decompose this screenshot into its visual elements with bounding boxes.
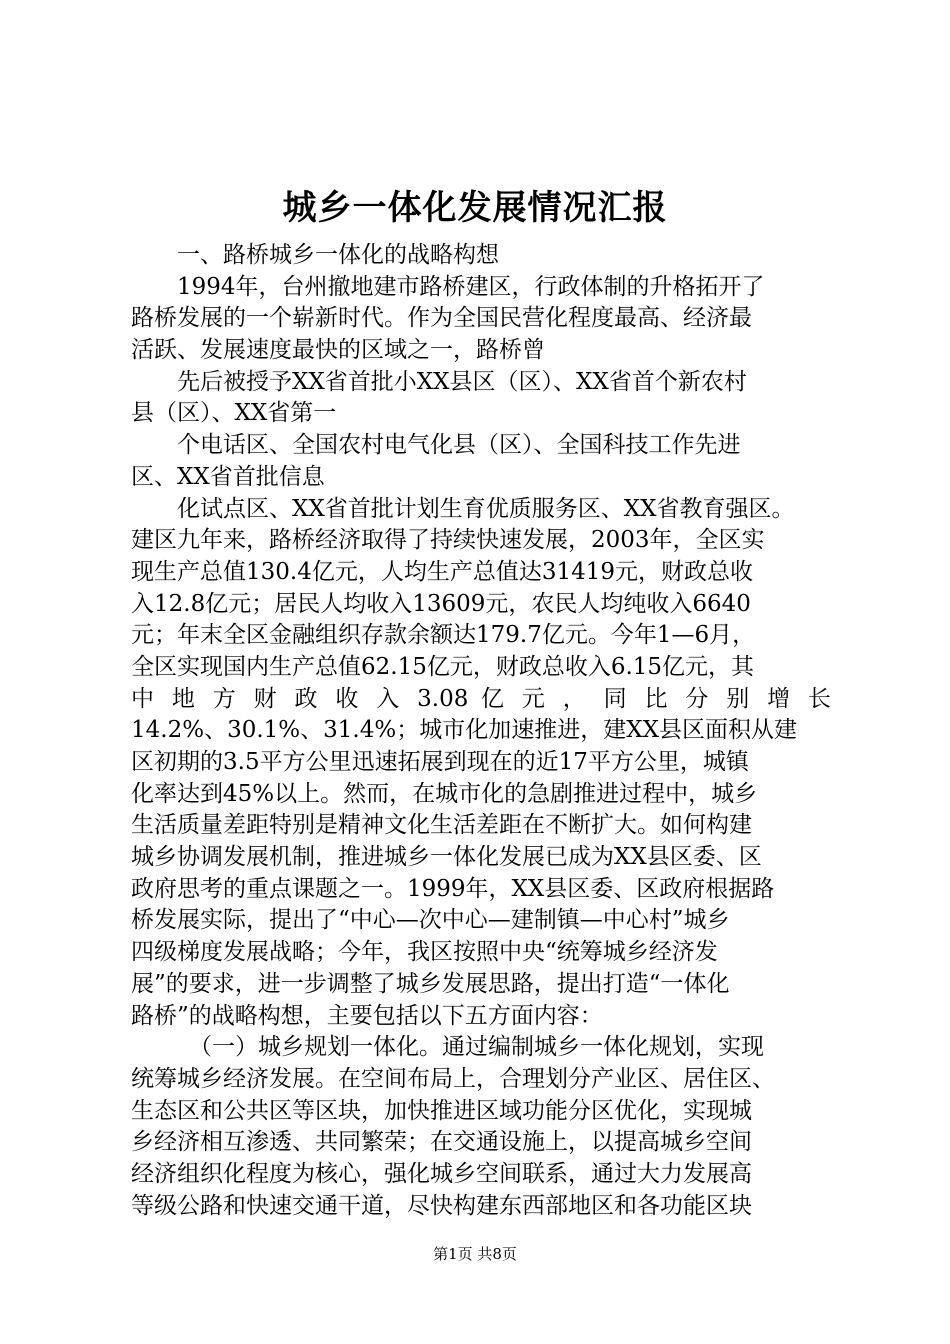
paragraph-line: 化试点区、XX省首批计划生育优质服务区、XX省教育强区。 xyxy=(177,495,795,522)
paragraph-line: 区初期的3.5平方公里迅速拓展到现在的近17平方公里，城镇 xyxy=(131,749,749,775)
paragraph-line: 区、XX省首批信息 xyxy=(131,463,325,490)
paragraph-line: 经济组织化程度为核心，强化城乡空间联系，通过大力发展高 xyxy=(131,1160,752,1187)
paragraph-line: 县（区）、XX省第一 xyxy=(131,400,337,427)
paragraph-line: 生活质量差距特别是精神文化生活差距在不断扩大。如何构建 xyxy=(131,812,752,839)
paragraph-line: 现生产总值130.4亿元，人均生产总值达31419元，财政总收 xyxy=(131,558,754,585)
subsection-line: （一）城乡规划一体化。通过编制城乡一体化规划，实现 xyxy=(189,1034,764,1061)
paragraph-line: 桥发展实际，提出了“中心—次中心—建制镇—中心村”城乡 xyxy=(131,907,730,934)
paragraph-line: 乡经济相互渗透、共同繁荣；在交通设施上，以提高城乡空间 xyxy=(131,1129,752,1156)
paragraph-line: 元；年末全区金融组织存款余额达179.7亿元。今年1—6月， xyxy=(131,622,756,649)
section-heading: 一、路桥城乡一体化的战略构想 xyxy=(177,242,499,268)
paragraph-line: 活跃、发展速度最快的区域之一，路桥曾 xyxy=(131,337,545,364)
paragraph-line: 四级梯度发展战略；今年，我区按照中央“统筹城乡经济发 xyxy=(131,939,718,966)
paragraph-line: 个电话区、全国农村电气化县（区）、全国科技工作先进 xyxy=(177,432,741,459)
paragraph-line: 先后被授予XX省首批小XX县区（区）、XX省首个新农村 xyxy=(177,368,747,395)
paragraph-line: 城乡协调发展机制，推进城乡一体化发展已成为XX县区委、区 xyxy=(131,844,762,871)
paragraph-line: 路桥发展的一个崭新时代。作为全国民营化程度最高、经济最 xyxy=(131,305,752,332)
paragraph-line: 等级公路和快速交通干道，尽快构建东西部地区和各功能区块 xyxy=(131,1192,752,1219)
paragraph-line: 全区实现国内生产总值62.15亿元，财政总收入6.15亿元，其 xyxy=(131,653,755,680)
document-body xyxy=(131,240,831,1222)
paragraph-line: 化率达到45%以上。然而，在城市化的急剧推进过程中，城乡 xyxy=(131,780,758,807)
paragraph-line: 入12.8亿元；居民人均收入13609元，农民人均纯收入6640 xyxy=(131,590,751,617)
paragraph-line: 统筹城乡经济发展。在空间布局上，合理划分产业区、居住区、 xyxy=(131,1065,775,1092)
paragraph-line: 路桥”的战略构想，主要包括以下五方面内容： xyxy=(131,1002,603,1029)
paragraph-line: 建区九年来，路桥经济取得了持续快速发展，2003年，全区实 xyxy=(131,527,765,554)
document-title: 城乡一体化发展情况汇报 xyxy=(282,188,668,228)
paragraph-line: 中 地 方 财 政 收 入 3.08 亿 元 ， 同 比 分 别 增 长 xyxy=(131,685,831,712)
paragraph-line: 生态区和公共区等区块，加快推进区域功能分区优化，实现城 xyxy=(131,1097,752,1124)
paragraph-line: 展”的要求，进一步调整了城乡发展思路，提出打造“一体化 xyxy=(131,970,730,997)
paragraph-line: 1994年，台州撤地建市路桥建区，行政体制的升格拓开了 xyxy=(177,273,765,300)
page-footer: 第1页 共8页 xyxy=(433,1245,517,1263)
paragraph-line: 政府思考的重点课题之一。1999年，XX县区委、区政府根据路 xyxy=(131,875,775,902)
paragraph-line: 14.2%、30.1%、31.4%；城市化加速推进，建XX县区面积从建 xyxy=(131,717,797,744)
